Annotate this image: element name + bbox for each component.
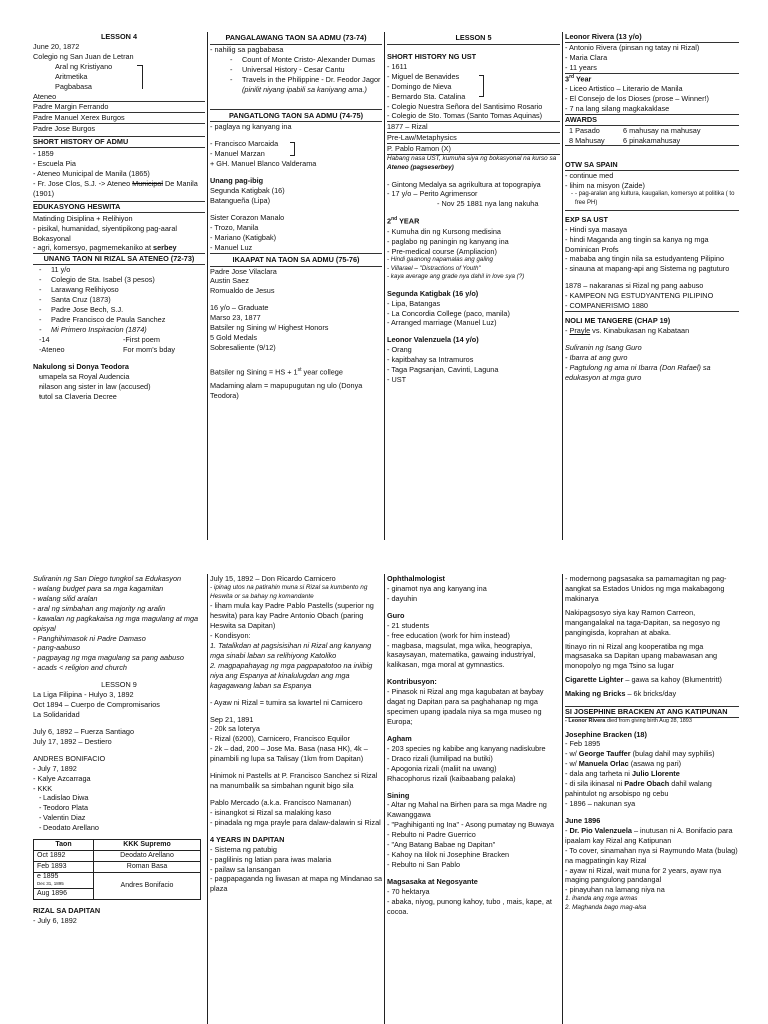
note-line: - Manuel Luz: [210, 242, 253, 252]
note-line: - El Consejo de los Dioses (prose – Winner!): [565, 93, 709, 103]
note-line: Hinimok ni Pastells at P. Francisco Sanchez si Rizal na manumbalik sa simbahan ngunit bigo sila: [210, 771, 378, 791]
table-row: [34, 851, 201, 862]
note-line: - 20k sa loterya: [210, 724, 260, 734]
section-heading: Magsasaka at Negosyante: [387, 876, 478, 886]
section-heading: Guro: [387, 610, 405, 620]
note-line: Sep 21, 1891: [210, 714, 254, 724]
note-line: - Larawang Relihiyoso: [33, 285, 205, 295]
note-line: - Manuel Marzan: [210, 149, 265, 159]
note-line: July 6, 1892 – Fuerza Santiago: [33, 726, 135, 736]
note-line: 2. magpapahayag ng mga pagpapatotoo na iniibig niya ang Espanya at kinalulugdan ang mga kagagawang laban sa Espanya: [210, 660, 373, 690]
note-line: - Kumuha din ng Kursong medisina: [387, 226, 501, 236]
note-line: - paglaya ng kanyang ina: [210, 122, 292, 132]
note-line: - Colegio de Sto. Tomas (Santo Tomas Aquinas): [387, 111, 560, 122]
admu-years-column: [208, 32, 384, 540]
note-line: 2. Maghanda bago mag-alsa: [565, 903, 647, 911]
award-row: 8 Mahusay 6 pinakamahusay: [565, 136, 739, 146]
note-line: - pisikal, humanidad, siyentipikong pag-aaral Bokasyonal: [33, 223, 177, 243]
note-line: - kawalan ng pagkakaisa ng mga magulang at mga opisyal: [33, 613, 199, 633]
padre-item: Padre Margin Ferrando: [33, 102, 205, 113]
column-header: KKK Supremo: [94, 840, 201, 851]
note-line: - Hindi sya masaya: [565, 224, 628, 234]
note-line: Sister Corazon Manalo: [210, 212, 285, 222]
book-item: - Travels in the Philippine - Dr. Feodor Jagor (pinilit niyang ipabili sa kaniyang ama.): [210, 75, 382, 95]
note-line: - Ateneo Municipal de Manila (1865): [33, 168, 150, 178]
note-line: - kapitbahay sa Intramuros: [387, 355, 474, 365]
note-line: - walang silid aralan: [33, 593, 98, 603]
note-line: - nahilig sa pagbabasa: [210, 44, 284, 54]
note-line: - 2k – dad, 200 – Jose Ma. Basa (nasa HK), 4k – pinambili ng lupa sa Talisay (1km from Dapitan): [210, 744, 368, 764]
note-line: - pagpayag ng mga magulang sa pang aabuso: [33, 653, 184, 663]
note-line: Habang nasa UST, kumuha siya ng bokasyonal na kurso sa Ateneo (pagseserbey): [387, 155, 557, 171]
note-line: - pinayuhan na lamang niya na: [565, 885, 665, 895]
ust-list: [387, 62, 560, 102]
lesson-title: LESSON 5: [387, 32, 560, 45]
note-line: - COMPANERISMO 1880: [565, 301, 739, 312]
note-line: - Kahoy na Iilok ni Josephine Bracken: [387, 850, 510, 860]
note-line: - Rebulto ni Padre Guerrico: [387, 830, 476, 840]
section-heading: AWARDS: [565, 115, 739, 126]
note-line: Nakipagsosyo siya kay Ramon Carreon, mangangalakal na taga-Dapitan, sa negosyo ng pangingisda, koprahan at abaka.: [565, 607, 720, 637]
note-line: - Maria Clara: [565, 52, 608, 62]
note-line: - lihim na misyon (Zaide): [565, 180, 645, 190]
note-line: - La Concordia College (paco, manila): [387, 308, 510, 318]
note-line: - Lipa, Batangas: [387, 298, 441, 308]
padre-item: Padre Jose Burgos: [33, 124, 96, 134]
note-line: - mababa ang tingin nila sa estudyanteng Pilipino: [565, 254, 725, 264]
note-line: - abaka, niyog, punong kahoy, tubo , mais, kape, at cocoa.: [387, 896, 552, 916]
note-line: - Dr. Pio Valenzuela – inutusan ni A. Bonifacio para ipaalam kay Rizal ang Katipunan: [565, 825, 733, 845]
note-line: Madaming alam = mapupugutan ng ulo (Donya Teodora): [210, 381, 363, 401]
section-heading: PANGALAWANG TAON SA ADMU (73-74): [210, 32, 382, 45]
note-line: - hindi Maganda ang tingin sa kanya ng mga Dominican Profs: [565, 234, 709, 254]
name-group: [210, 139, 382, 169]
contributions-column: [385, 574, 562, 1024]
section-heading: ANDRES BONIFACIO: [33, 753, 106, 763]
award-row: 1 Pasado 6 mahusay na mahusay: [569, 125, 701, 135]
section-heading: EDUKASYONG HESWITA: [33, 201, 205, 213]
table-cell: Andres Bonifacio: [94, 873, 201, 900]
note-line: - July 7, 1892: [33, 763, 77, 773]
bracket: [290, 142, 295, 156]
section-heading: Agham: [387, 733, 412, 743]
note-line: Cigarette Lighter – gawa sa kahoy (Blumentritt): [565, 675, 722, 685]
note-line: June 20, 1872: [33, 41, 80, 51]
note-line: - Kalye Azcarraga: [33, 773, 91, 783]
note-line: - UST: [387, 375, 407, 385]
lesson-title: LESSON 4: [100, 32, 138, 41]
note-line: Colegio ng San Juan de Letran: [33, 51, 134, 61]
note-line: Making ng Bricks – 6k bricks/day: [565, 689, 677, 699]
note-line: Ateneo: [33, 91, 57, 101]
note-line: - Sistema ng patubig: [210, 844, 277, 854]
note-line: Batsiler ng Sining w/ Highest Honors: [210, 323, 329, 333]
book-item: - Universal History - Cesar Cantu: [210, 65, 382, 75]
note-line: - July 6, 1892: [33, 915, 77, 925]
note-line: - Draco rizali (lumilipad na butiki): [387, 753, 493, 763]
section-heading: Kontribusyon:: [387, 677, 437, 687]
lesson-5-column: [385, 32, 562, 540]
subject-list: [33, 62, 205, 92]
table-row: [34, 862, 201, 873]
note-line: - Panghihimasok ni Padre Damaso: [33, 633, 146, 643]
note-line: - Padre Jose Bech, S.J.: [33, 305, 205, 315]
note-line: - nilason ang sister in law (accused): [33, 382, 205, 392]
lesson-9-column: [31, 574, 207, 1024]
note-line: - w/ Manuela Orlac (asawa ng pari): [565, 759, 682, 769]
note-line: - Ibarra at ang guro: [565, 352, 628, 362]
section-heading: Sining: [387, 790, 410, 800]
note-line: - ipinag utos na patirahin muna si Rizal sa kumbento ng Heswita or sa bahay ng komandante: [210, 583, 368, 600]
section-heading: SI JOSEPHINE BRACKEN AT ANG KATIPUNAN: [565, 706, 739, 718]
dapitan-column: [208, 574, 384, 1024]
note-line: - "Ang Batang Babae ng Dapitan": [387, 840, 496, 850]
section-heading: SHORT HISTORY NG UST: [387, 51, 477, 61]
note-line: Oct 1894 – Cuerpo de Compromisarios: [33, 700, 160, 710]
note-line: - KKK: [33, 783, 53, 793]
note-line: - di sila ikinasal ni Padre Obach dahil walang pahintulot ng arsobispo ng cebu: [565, 779, 712, 799]
note-line: Segunda Katigbak (16): [210, 186, 285, 196]
note-line: 1877 – Rizal: [387, 122, 560, 133]
note-line: - dala ang tarheta ni Julio Llorente: [565, 769, 680, 779]
note-line: - Ladislao Diwa: [33, 793, 205, 803]
note-line: + GH. Manuel Blanco Valderama: [210, 159, 317, 169]
note-line: - tutol sa Claveria Decree: [33, 392, 205, 402]
table-cell: Aug 1896: [34, 888, 94, 899]
note-line: - agri, komersyo, pagmemekaniko at serbey: [33, 243, 205, 254]
padre-list: [33, 101, 205, 134]
note-line: - modernong pagsasaka sa pamamagitan ng pag-aangkat sa Estados Unidos ng mga makabagong makinarya: [565, 574, 727, 603]
section-heading: June 1896: [565, 815, 601, 825]
note-line: - aral ng simbahan ang majority ng aralin: [33, 603, 166, 613]
note-line: Suliranin ng Isang Guro: [565, 342, 642, 352]
note-line: - 21 students: [387, 620, 430, 630]
note-line: - Santa Cruz (1873): [33, 295, 205, 305]
section-heading: 3rd Year: [565, 73, 592, 84]
note-line: - Hindi gaanong napamalas ang galing: [387, 256, 493, 264]
note-line: July 17, 1892 – Destiero: [33, 736, 112, 746]
section-heading: SHORT HISTORY OF ADMU: [33, 136, 205, 148]
bracket: [479, 75, 484, 97]
subject-item: Pagbabasa: [55, 81, 92, 91]
note-line: - Mi Primero Inspiracion (1874): [33, 325, 205, 335]
note-line: 1878 – nakaranas si Rizal ng pang aabuso: [565, 281, 704, 291]
note-line: - Colegio de Sta. Isabel (3 pesos): [33, 275, 205, 285]
note-line: Rhacophorus rizali (kaibaabang palaka): [387, 773, 516, 783]
section-heading: Josephine Bracken (18): [565, 729, 647, 739]
note-line: - Apogonia rizali (maliit na uwang): [387, 763, 497, 773]
note-line: Austin Saez: [210, 276, 249, 286]
table-header-row: [34, 840, 201, 851]
note-line: - 203 species ng kabibe ang kanyang nadiskubre: [387, 743, 546, 753]
note-line: Sobresaliente (9/12): [210, 342, 276, 352]
note-line: - Kondisyon:: [210, 631, 251, 641]
note-line: Pablo Mercado (a.k.a. Francisco Namanan): [210, 798, 352, 807]
note-line: - - pag-aralan ang kultura, kaugalian, komersyo at politika ( to free PH): [565, 190, 739, 206]
table-cell: Deodato Arellano: [94, 851, 201, 862]
section-heading: Ophthalmologist: [387, 574, 445, 583]
note-line: - Domingo de Nieva: [387, 81, 452, 91]
note-line: Matinding Disiplina + Relihiyon: [33, 213, 133, 223]
note-line: - KAMPEON NG ESTUDYANTENG PILIPINO: [565, 291, 714, 301]
kkk-supremo-table: [33, 839, 201, 900]
note-line: - Villarael – "Distractions of Youth": [387, 264, 481, 272]
note-line: 16 y/o – Graduate: [210, 303, 269, 313]
note-line: La Solidaridad: [33, 709, 80, 719]
note-line: 5 Gold Medals: [210, 333, 258, 343]
note-line: - pagpapaganda ng liwasan at mapa ng Mindanao sa plaza: [210, 874, 383, 894]
note-line: Pre-Law/Metaphysics: [387, 133, 560, 144]
note-line: - Colegio Nuestra Señora del Santisimo Rosario: [387, 101, 543, 111]
section-heading: IKAAPAT NA TAON SA ADMU (75-76): [210, 253, 382, 267]
section-heading: Leonor Rivera (13 y/o): [565, 32, 739, 43]
note-line: - Rizal (6200), Carnicero, Francisco Equilor: [210, 734, 350, 744]
note-line: - paglilinis ng latian para iwas malaria: [210, 854, 332, 864]
rivera-spain-column: [563, 32, 741, 540]
lesson-title: LESSON 9: [101, 680, 137, 690]
note-line: 1. Tatalikdan at pagsisisihan ni Rizal ang kanyang mga sinabi laban sa relihiyong Katoliko: [210, 641, 372, 660]
section-heading: PANGATLONG TAON SA ADMU (74-75): [210, 109, 382, 123]
note-line: - pinadala ng mga prayle para dalaw-dalawin si Rizal: [210, 817, 381, 827]
note-line: - pailaw sa lansangan: [210, 864, 281, 874]
note-line: - To cover, sinamahan nya si Raymundo Mata (bulag) na magpatingin kay Rizal: [565, 845, 738, 865]
note-line: - Bernardo Sta. Catalina: [387, 91, 466, 101]
note-line: - 1896 – nakunan sya: [565, 798, 636, 808]
note-line: - 7 na lang silang magkakaklase: [565, 104, 739, 115]
subject-item: Aritmetika: [55, 71, 88, 81]
table-cell: Roman Basa: [94, 862, 201, 873]
section-heading: Unang pag-ibig: [210, 176, 264, 186]
note-line: - Feb 1895: [565, 739, 601, 749]
note-line: - ginamot nya ang kanyang ina: [387, 583, 487, 593]
note-line: - Liceo Artistico – Literario de Manila: [565, 84, 683, 94]
lesson-4-column: [31, 32, 207, 540]
section-heading: 2nd YEAR: [387, 216, 420, 226]
note-line: - ayaw ni Rizal, wait muna for 2 years, ayaw nya maging pangulong pandangal: [565, 865, 722, 885]
table-cell: e 1895 Dec 31, 1895: [34, 873, 94, 889]
note-line: - Fr. Jose Clos, S.J. -> Ateneo Municipal De Manila (1901): [33, 178, 198, 198]
section-heading: Suliranin ng San Diego tungkol sa Edukasyon: [33, 574, 182, 583]
note-line: - w/ George Tauffer (bulag dahil may syphilis): [565, 749, 715, 759]
note-line: Marso 23, 1877: [210, 313, 261, 323]
note-line: - isinangkot si Rizal sa malaking kaso: [210, 807, 332, 817]
table-cell: Feb 1893: [34, 862, 94, 873]
bracken-katipunan-column: [563, 574, 741, 1024]
section-heading: 4 YEARS IN DAPITAN: [210, 834, 285, 844]
note-line: - Francisco Marcaida: [210, 139, 279, 149]
note-line: - 17 y/o – Perito Agrimensor: [387, 189, 478, 199]
note-line: - "Paghihiganti ng Ina" - Asong pumatay ng Buwaya: [387, 820, 555, 830]
note-line: - pang-aabuso: [33, 643, 81, 653]
note-line: - 1859: [33, 149, 54, 159]
section-heading: EXP SA UST: [565, 214, 608, 224]
table-row: [34, 873, 201, 889]
note-line: - walang budget para sa mga kagamitan: [33, 583, 164, 593]
section-heading: Segunda Katigbak (16 y/o): [387, 288, 479, 298]
note-line: 1. ihanda ang mga armas: [565, 895, 638, 903]
note-line: - paglabo ng paningin ng kanyang ina: [387, 236, 509, 246]
note-line: - free education (work for him instead): [387, 630, 510, 640]
note-line: - Valentin Diaz: [33, 813, 205, 823]
note-line: - Deodato Arellano: [33, 823, 205, 833]
note-line: - Ayaw ni Rizal = tumira sa kwartel ni Carnicero: [210, 697, 363, 707]
note-line: - Trozo, Manila: [210, 222, 259, 232]
note-line: - Gintong Medalya sa agrikultura at topograpiya: [387, 179, 541, 189]
note-line: - Antonio Rivera (pinsan ng tatay ni Rizal): [565, 42, 700, 52]
note-line: La Liga Filipina - Hulyo 3, 1892: [33, 690, 134, 700]
note-line: - sinauna at mapang-api ang Sistema ng pagtuturo: [565, 264, 730, 274]
note-line: - Arranged marriage (Manuel Luz): [387, 318, 497, 328]
note-line: Padre Jose Vilaclara: [210, 266, 277, 276]
book-item: - Count of Monte Cristo- Alexander Dumas: [210, 55, 382, 65]
note-line: - Mariano (Katigbak): [210, 232, 277, 242]
section-heading: RIZAL SA DAPITAN: [33, 905, 101, 915]
note-line: - 70 hektarya: [387, 886, 430, 896]
note-line: - Orang: [387, 345, 412, 355]
note-line: - Pagtulong ng ama ni Ibarra (Don Rafael) sa edukasyon at mga guro: [565, 362, 711, 382]
section-heading: Leonor Valenzuela (14 y/o): [387, 335, 479, 345]
note-line: Itinayo rin ni Rizal ang kooperatiba ng mga magsasaka sa Dapitan upang mabawasan ang monopolyo ng mga Tsino sa lugar: [565, 641, 718, 671]
note-line: - Escuela Pia: [33, 159, 76, 169]
section-heading: NOLI ME TANGERE (CHAP 19): [565, 316, 671, 326]
note-line: - 11 y/o: [33, 265, 205, 275]
padre-item: Padre Manuel Xerex Burgos: [33, 113, 205, 124]
note-pair: -Ateneo For mom's bday: [39, 344, 176, 354]
note-line: - Taga Pagsanjan, Cavinti, Laguna: [387, 365, 499, 375]
note-line: - Nov 25 1881 nya lang nakuha: [437, 199, 539, 209]
section-heading: Nakulong si Donya Teodora: [33, 361, 129, 371]
note-line: - liham mula kay Padre Pablo Pastells (superior ng heswita) para kay Padre Antonio Obach (paring Heswita sa Dapitan): [210, 601, 374, 631]
note-line: - Pinasok ni Rizal ang mga kagubatan at baybay dagat ng Dapitan para sa paghahanap ng mga specimen upang ipadala niya sa mga museo ng Europa;: [387, 687, 544, 726]
note-line: - Leonor Rivera died from giving birth Aug 28, 1893: [565, 718, 692, 725]
note-line: - Altar ng Mahal na Birhen para sa mga Madre ng Kawanggawa: [387, 800, 547, 820]
note-line: - kaya average ang grade nya dahil in love sya (?): [387, 273, 525, 281]
table-cell: Oct 1892: [34, 851, 94, 862]
note-line: - Rebulto ni San Pablo: [387, 859, 461, 869]
note-line: - dayuhin: [387, 593, 418, 603]
section-heading: UNANG TAON NI RIZAL SA ATENEO (72-73): [33, 254, 205, 265]
note-line: P. Pablo Ramon (X): [387, 144, 560, 155]
section-heading: OTW SA SPAIN: [565, 160, 739, 171]
note-line: - magbasa, magsulat, mga wika, heograpiya, kasaysayan, matematika, gawaing industriyal, kalikasan, mga moral at gymnastics.: [387, 640, 536, 670]
note-line: - Padre Francisco de Paula Sanchez: [33, 315, 205, 325]
note-line: Romualdo de Jesus: [210, 286, 275, 296]
bracket: [137, 65, 143, 89]
note-line: - Teodoro Plata: [33, 803, 205, 813]
note-line: - Miguel de Benavides: [387, 71, 460, 81]
column-header: Taon: [34, 840, 94, 851]
note-line: Batangueña (Lipa): [210, 195, 271, 205]
note-line: - umapela sa Royal Audencia: [33, 372, 205, 382]
note-line: Batsiler ng Sining = HS + 1st year college: [210, 366, 343, 377]
note-pair: -14 -First poem: [39, 334, 160, 344]
note-line: - continue med: [565, 170, 614, 180]
note-line: - Pre-medical course (Ampliacion): [387, 246, 497, 256]
note-line: - Prayle vs. Kinabukasan ng Kabataan: [565, 326, 690, 336]
note-line: - acads < religion and church: [33, 663, 127, 673]
note-line: July 15, 1892 – Don Ricardo Carnicero: [210, 574, 336, 583]
subject-item: Aral ng Kristiyano: [55, 61, 113, 71]
note-line: - 11 years: [565, 63, 739, 74]
note-line: - 1611: [387, 61, 408, 71]
